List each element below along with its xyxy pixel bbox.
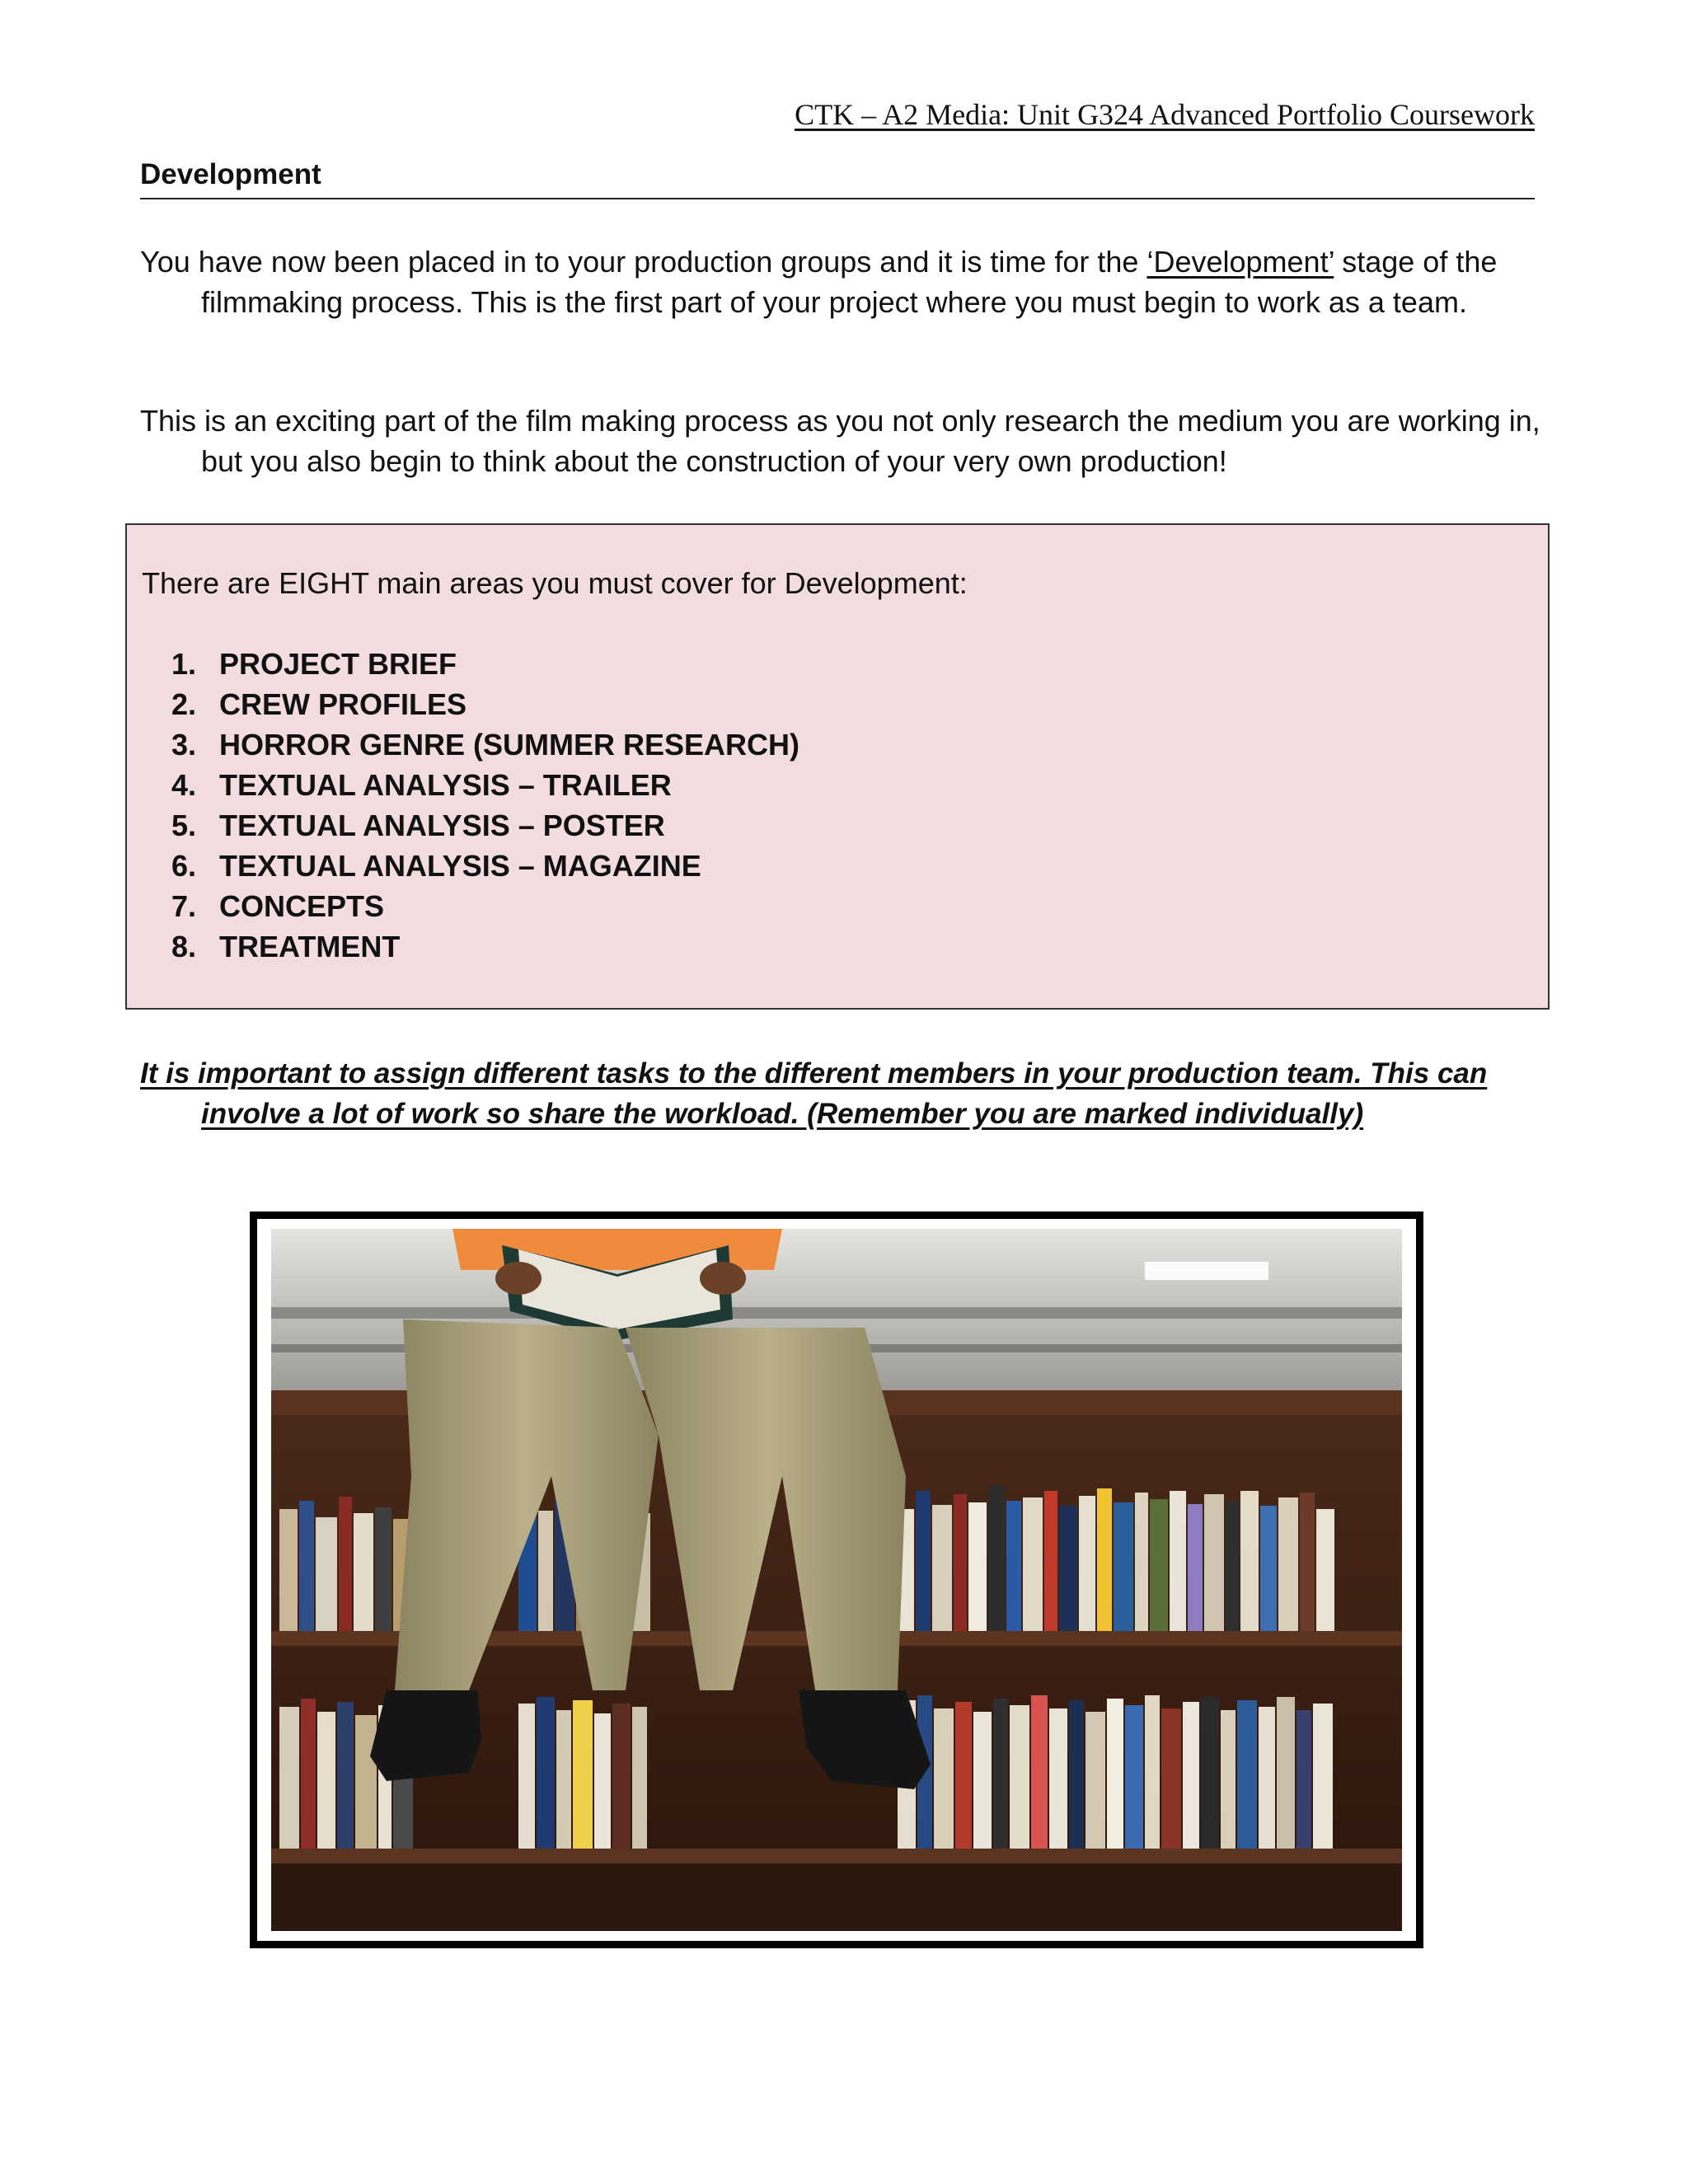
list-item [127,926,799,967]
list-item [127,724,799,765]
library-photo-frame [250,1212,1423,1948]
list-number: 8. [171,930,196,963]
list-item [127,886,799,926]
development-areas-box [125,523,1550,1010]
section-heading: Development [140,158,1535,199]
areas-intro: There are EIGHT main areas you must cover for Development: [142,566,968,600]
areas-list [127,644,799,967]
development-term: ‘Development’ [1146,245,1334,279]
list-label: TEXTUAL ANALYSIS – MAGAZINE [219,849,701,883]
list-number: 1. [171,647,196,681]
list-label: CREW PROFILES [219,687,467,721]
list-label: TEXTUAL ANALYSIS – POSTER [219,808,665,842]
list-label: TREATMENT [219,930,401,963]
list-item [127,765,799,805]
list-label: TEXTUAL ANALYSIS – TRAILER [219,768,672,802]
intro-text-end: stage of the filmmaking process. This is the first part of your project where you must begin to work as a team. [201,245,1498,319]
library-photo-illustration [271,1229,1402,1931]
list-number: 7. [171,889,196,923]
intro-paragraph-1 [140,241,1569,322]
list-number: 6. [171,849,196,883]
list-number: 5. [171,808,196,842]
list-label: HORROR GENRE (SUMMER RESEARCH) [219,728,800,762]
list-label: CONCEPTS [219,889,385,923]
list-number: 3. [171,728,196,762]
intro-paragraph-2: This is an exciting part of the film making process as you not only research the medium you are working in, but you also begin to think about the construction of your very own production! [140,404,1540,478]
running-header: CTK – A2 Media: Unit G324 Advanced Portfolio Coursework [795,98,1535,131]
list-item [127,846,799,886]
list-item [127,805,799,846]
list-item [127,644,799,684]
intro-text-start: You have now been placed in to your production groups and it is time for the [140,245,1147,279]
library-photo [271,1229,1402,1931]
workload-note: It is important to assign different tasks to the different members in your production team. This can involve a lot of work so share the workload. (Remember you are marked individually) [140,1057,1488,1130]
list-number: 2. [171,687,196,721]
list-label: PROJECT BRIEF [219,647,457,681]
list-item [127,684,799,724]
list-number: 4. [171,768,196,802]
